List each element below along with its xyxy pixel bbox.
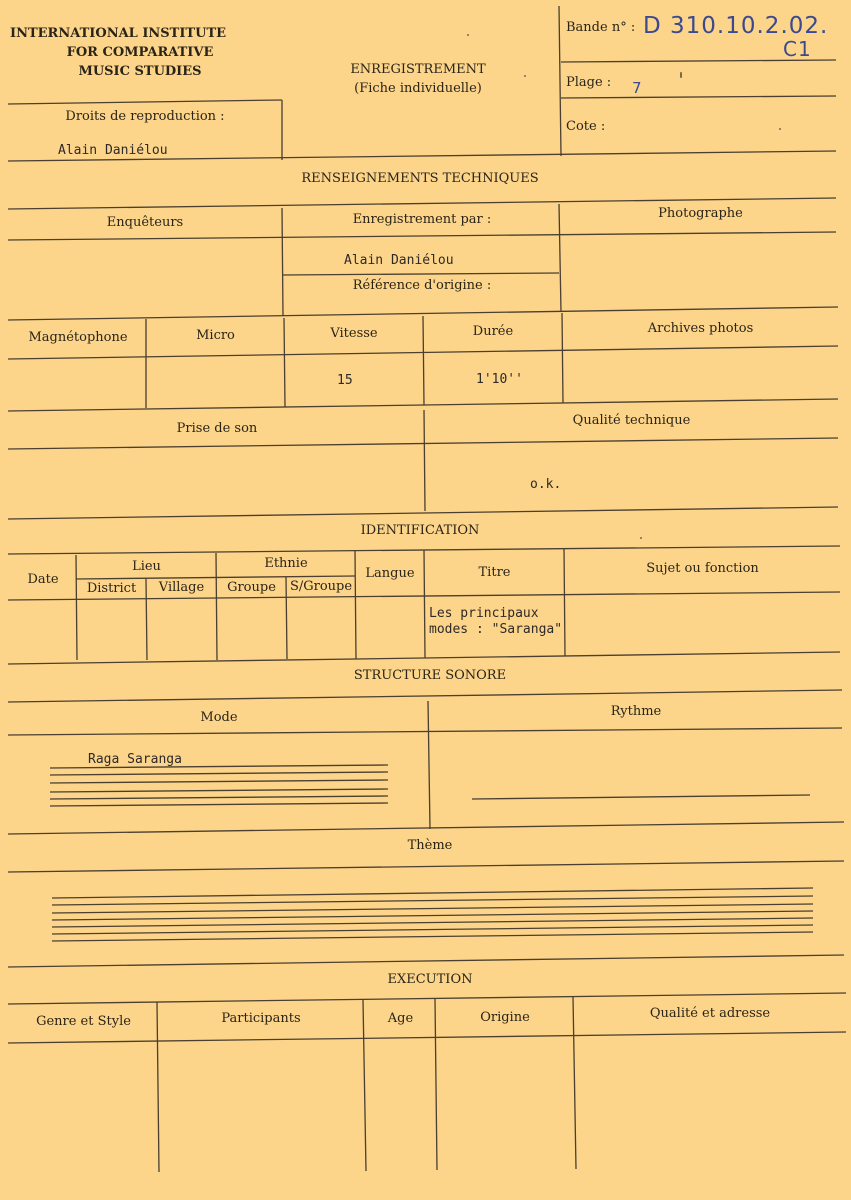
enregistrement-par-label: Enregistrement par : xyxy=(352,212,492,227)
duree-value: 1'10'' xyxy=(476,372,523,387)
age-label: Age xyxy=(387,1011,414,1026)
vitesse-label: Vitesse xyxy=(330,326,378,341)
paper-speck xyxy=(524,75,526,77)
reference-label: Référence d'origine : xyxy=(352,278,492,293)
institute-line-3: MUSIC STUDIES xyxy=(78,64,202,79)
titre-label: Titre xyxy=(478,565,511,580)
lieu-label: Lieu xyxy=(132,559,161,574)
micro-label: Micro xyxy=(196,328,235,343)
groupe-label: Groupe xyxy=(227,580,276,595)
institute-line-2: FOR COMPARATIVE xyxy=(66,45,214,60)
sujet-label: Sujet ou fonction xyxy=(646,561,759,576)
identification-title: IDENTIFICATION xyxy=(360,523,480,538)
bande-suffix: C1 xyxy=(783,37,812,61)
magnetophone-label: Magnétophone xyxy=(28,330,128,345)
participants-label: Participants xyxy=(221,1011,301,1026)
technique-title: RENSEIGNEMENTS TECHNIQUES xyxy=(301,171,539,186)
archives-label: Archives photos xyxy=(647,321,754,336)
sgroupe-label: S/Groupe xyxy=(289,579,353,594)
plage-value: 7 xyxy=(632,79,642,97)
mode-value: Raga Saranga xyxy=(88,752,182,767)
plage-label: Plage : xyxy=(566,75,612,90)
qualite-label: Qualité technique xyxy=(572,413,691,428)
enqueteurs-label: Enquêteurs xyxy=(106,215,184,230)
enregistrement-subtitle: (Fiche individuelle) xyxy=(354,81,482,96)
prise-label: Prise de son xyxy=(176,421,258,436)
droits-value: Alain Daniélou xyxy=(58,143,168,158)
enregistrement-par-value: Alain Daniélou xyxy=(344,253,454,268)
cote-label: Cote : xyxy=(566,119,606,134)
institute-line-1: INTERNATIONAL INSTITUTE xyxy=(10,26,227,41)
titre-value-line-2: modes : "Saranga" xyxy=(429,622,563,637)
droits-label: Droits de reproduction : xyxy=(65,109,225,124)
origine-label: Origine xyxy=(480,1010,530,1025)
paper-speck xyxy=(467,34,469,36)
village-label: Village xyxy=(158,580,205,595)
ethnie-label: Ethnie xyxy=(264,556,308,571)
duree-label: Durée xyxy=(472,324,514,339)
rythme-label: Rythme xyxy=(610,704,662,719)
paper-speck xyxy=(779,128,781,130)
district-label: District xyxy=(86,581,137,596)
qualite-value: o.k. xyxy=(530,477,562,492)
bande-value: D 310.10.2.02. xyxy=(643,13,829,39)
paper-speck xyxy=(680,72,682,78)
titre-value-line-1: Les principaux xyxy=(429,606,539,621)
execution-title: EXECUTION xyxy=(387,972,473,987)
mode-label: Mode xyxy=(200,710,238,725)
langue-label: Langue xyxy=(365,566,415,581)
photographe-label: Photographe xyxy=(658,206,743,221)
qualite-adresse-label: Qualité et adresse xyxy=(649,1006,771,1021)
genre-label: Genre et Style xyxy=(36,1014,131,1029)
date-label: Date xyxy=(27,572,59,587)
theme-title: Thème xyxy=(407,838,453,853)
vitesse-value: 15 xyxy=(337,373,353,388)
bande-label: Bande n° : xyxy=(566,20,636,35)
structure-title: STRUCTURE SONORE xyxy=(353,668,507,683)
enregistrement-title: ENREGISTREMENT xyxy=(350,62,486,77)
paper-speck xyxy=(640,537,642,539)
